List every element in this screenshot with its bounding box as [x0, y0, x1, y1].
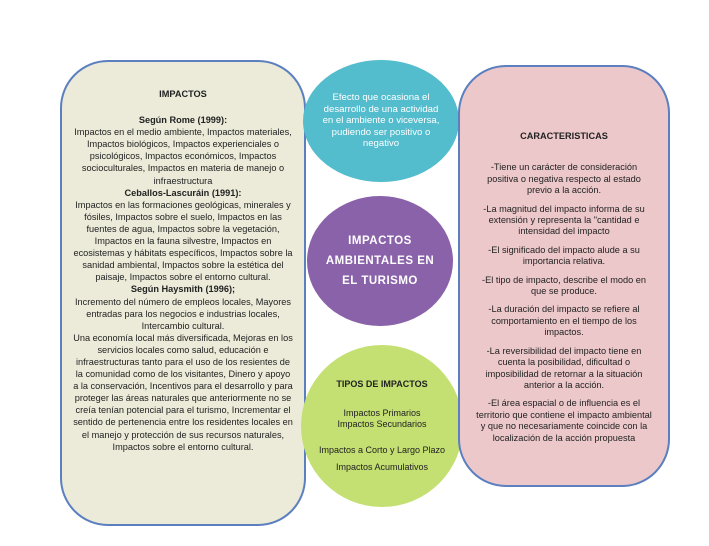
caracteristicas-panel	[458, 65, 670, 487]
ceballos-text: Impactos en las formaciones geológicas, minerales y fósiles, Impactos sobre el suelo, Impactos en las fuentes de agua, Impactos sobre la vegetación, Impactos en la fauna silvestre, Impactos en ecosistemas y hábitats específicos, Impactos sobre la sanidad ambiental, Impactos sobre la estética del paisaje, Impactos sobre el entorno cultural.	[73, 199, 293, 283]
haysmith-text: Incremento del número de empleos locales, Mayores entradas para los negocios e industrias locales, Intercambio cultural.	[74, 296, 291, 331]
haysmith-title: Según Haysmith (1996);	[130, 284, 236, 295]
ceballos-title: Ceballos-Lascuráin (1991):	[124, 187, 242, 198]
tipos-heading: TIPOS DE IMPACTOS	[336, 378, 428, 389]
central-topic-circle	[307, 196, 453, 326]
tipo-item: Impactos Acumulativos	[335, 461, 429, 472]
caracteristica-item: -El significado del impacto alude a su importancia relativa.	[488, 244, 640, 267]
tipo-item: Impactos Secundarios	[337, 419, 427, 430]
impactos-panel	[60, 60, 306, 526]
caracteristicas-content	[476, 131, 652, 451]
caracteristica-item: -La reversibilidad del impacto tiene en cuenta la posibilidad, dificultad o imposibilidad de retornar a la situación anterior a la acción.	[485, 345, 643, 390]
tipos-impactos-circle	[301, 345, 463, 507]
haysmith-text-2: Una economía local más diversificada, Mejoras en los servicios locales como salud, educación e infraestructuras tanto para el uso de los resientes de la comunidad como de los visitantes, Dinero y apoyo a la conservación, Incentivos para el desarrollo y para proteger las áreas naturales que anteriormente no se creía tenían potencial para el turismo, Incrementar el sentido de pertenencia entre los residentes locales en el manejo y protección de sus recursos naturales, Impactos sobre el entorno cultural.	[73, 332, 293, 452]
caracteristica-item: -La magnitud del impacto informa de su extensión y representa la "cantidad e intensidad del impacto	[483, 203, 645, 237]
impactos-heading: IMPACTOS	[159, 89, 207, 99]
caracteristica-item: -El área espacial o de influencia es el territorio que contiene el impacto ambiental y que no necesariamente coincide con la localización de la acción propuesta	[476, 398, 652, 443]
tipo-item: Impactos Primarios	[343, 408, 421, 419]
caracteristica-item: -La duración del impacto se refiere al comportamiento en el tiempo de los impactos.	[488, 304, 640, 338]
caracteristica-item: -Tiene un carácter de consideración positiva o negativa respecto al estado previo a la acción.	[487, 162, 641, 196]
definition-text: Efecto que ocasiona el desarrollo de una actividad en el ambiente o viceversa, pudiendo ser positivo o negativo	[322, 92, 440, 150]
definition-circle	[303, 60, 459, 182]
impactos-content	[72, 88, 294, 453]
tipo-item: Impactos a Corto y Largo Plazo	[318, 444, 446, 455]
rome-text: Impactos en el medio ambiente, Impactos materiales, Impactos biológicos, Impactos experienciales o psicológicos, Impactos económicos, Impactos socioculturales, Impactos en materia de manejo o infraestructura	[74, 127, 292, 186]
caracteristicas-heading: CARACTERISTICAS	[520, 131, 608, 141]
caracteristica-item: -El tipo de impacto, describe el modo en que se produce.	[482, 274, 646, 297]
central-topic-title: IMPACTOS AMBIENTALES EN EL TURISMO	[325, 235, 435, 287]
rome-title: Según Rome (1999):	[138, 115, 228, 126]
